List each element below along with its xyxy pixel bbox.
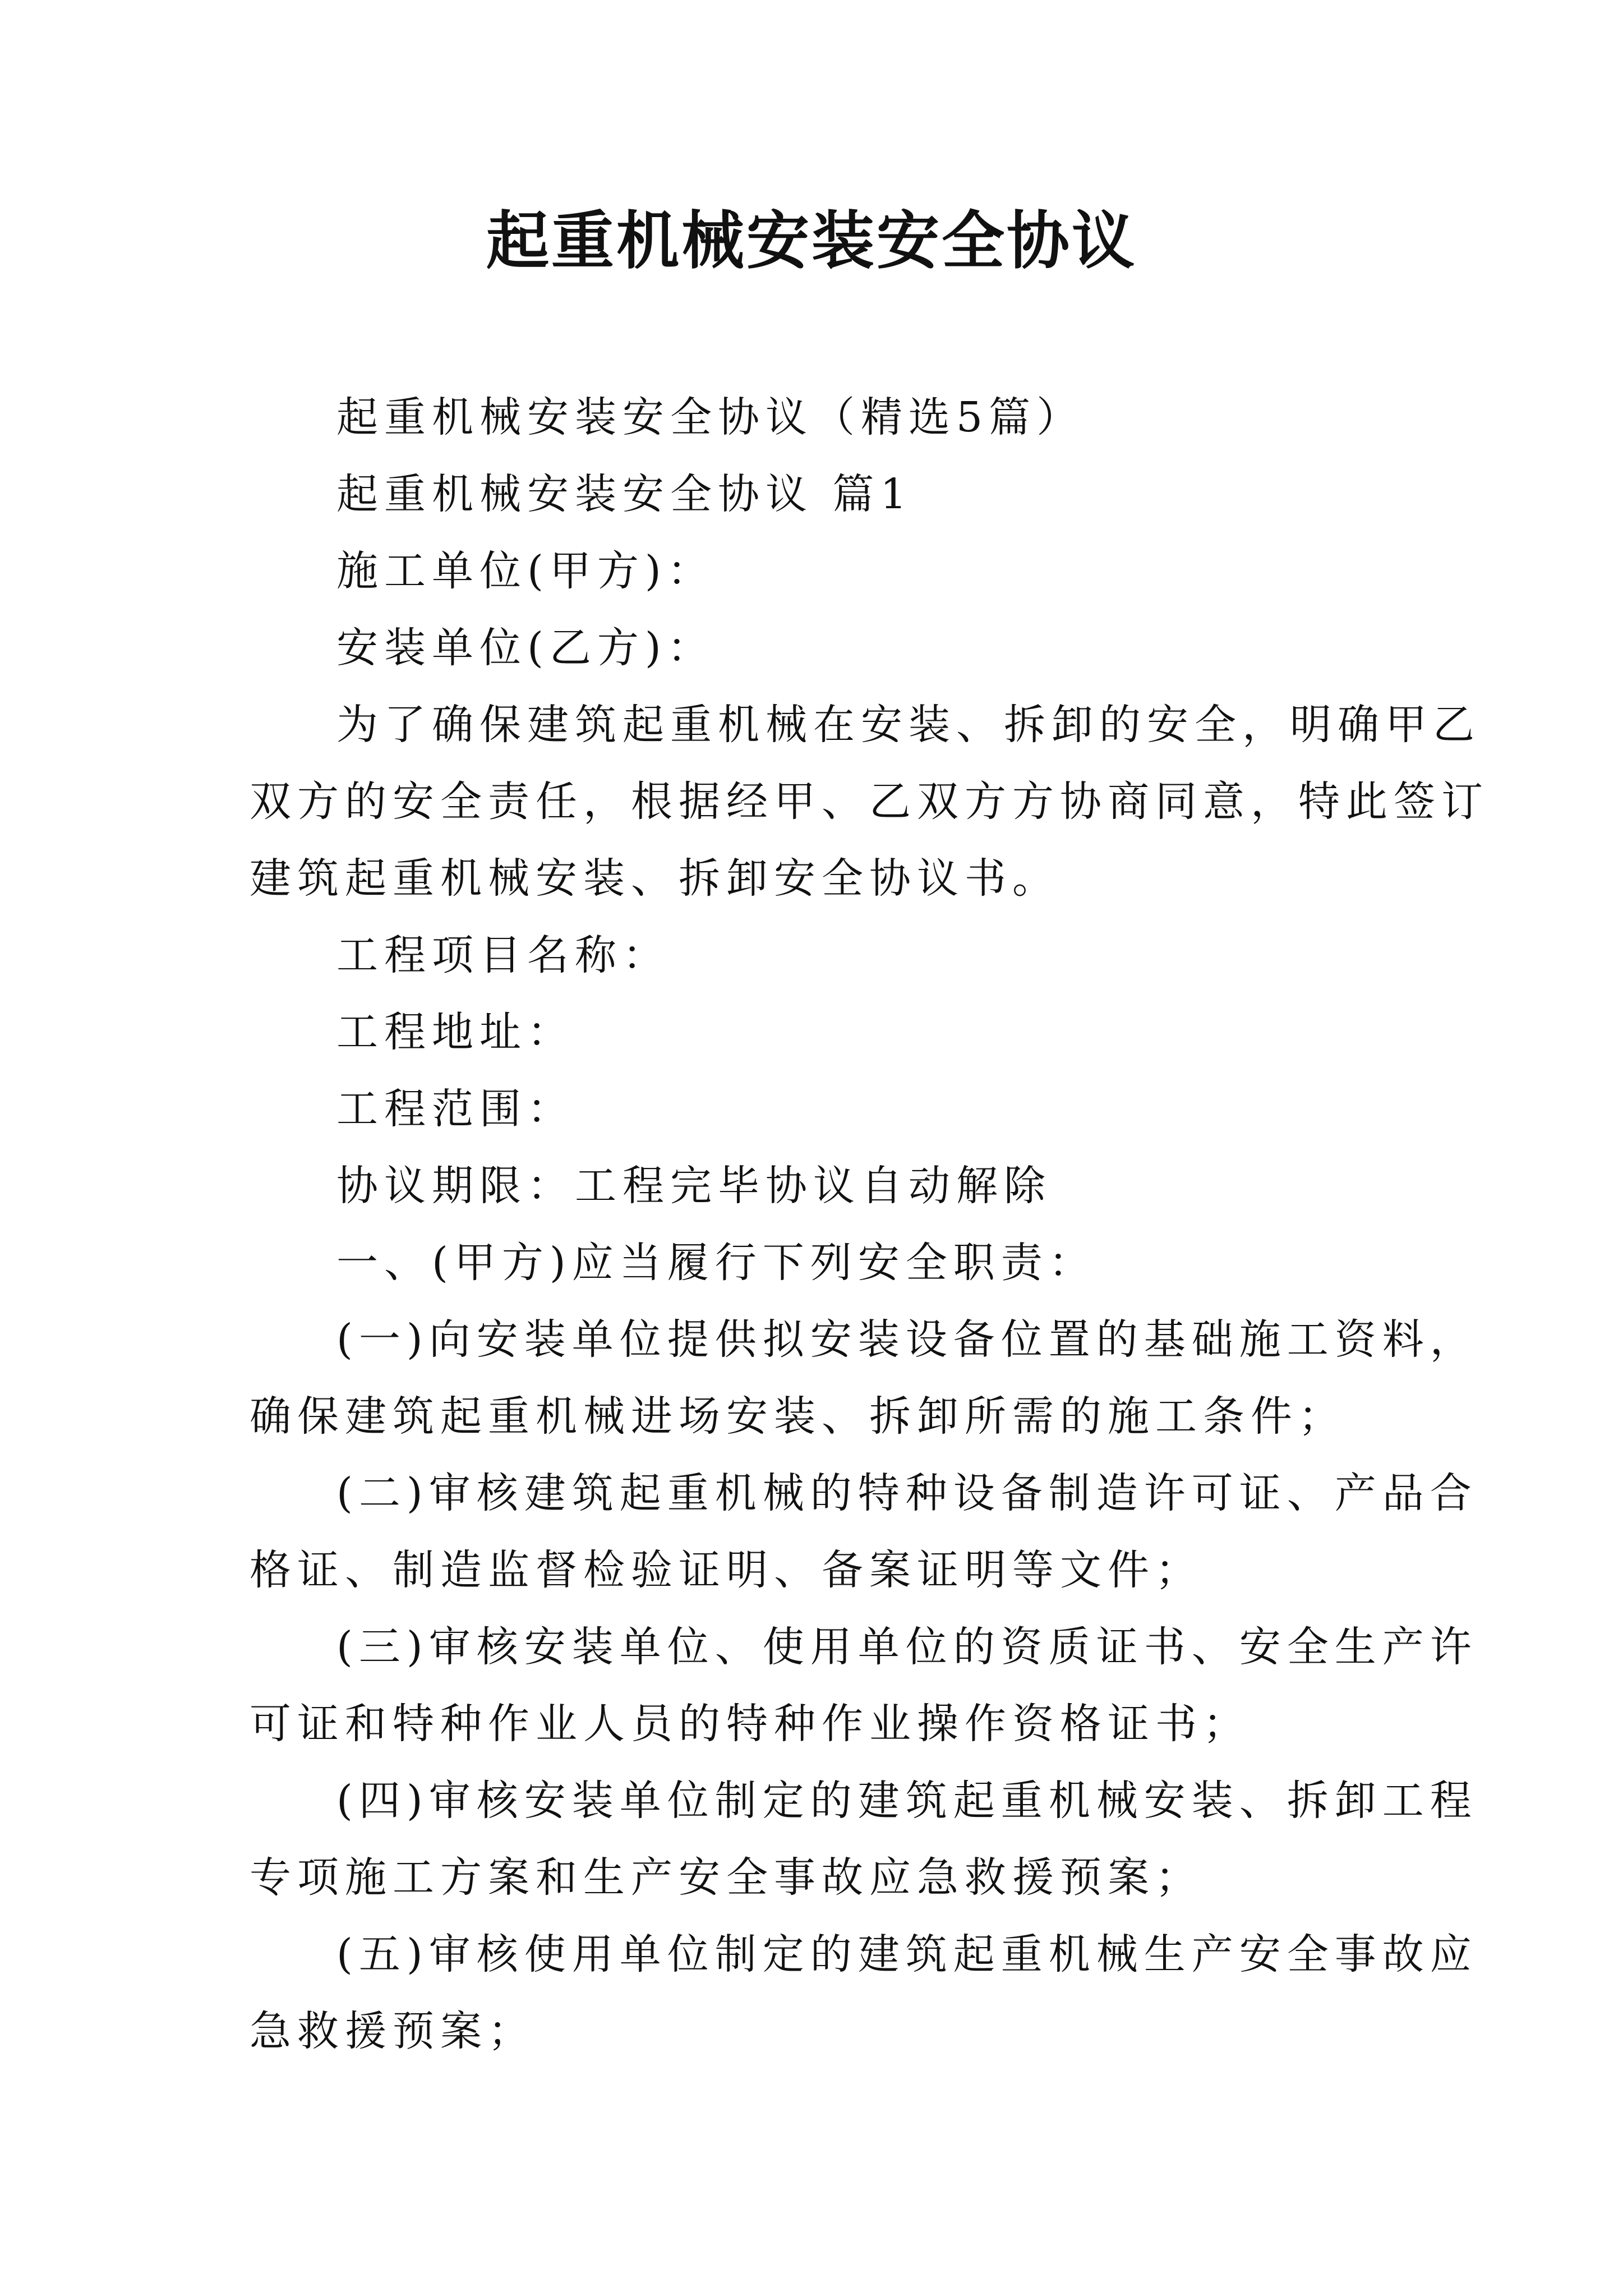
- agreement-term-field: 协议期限：工程完毕协议自动解除: [336, 1162, 1052, 1210]
- clause-item-line: 格证、制造监督检验证明、备案证明等文件；: [250, 1546, 1203, 1594]
- paragraph-line: 为了确保建筑起重机械在安装、拆卸的安全，明确甲乙: [336, 701, 1481, 749]
- project-address-field: 工程地址：: [336, 1008, 575, 1056]
- party-b-field: 安装单位(乙方)：: [336, 624, 715, 672]
- paragraph-line: 建筑起重机械安装、拆卸安全协议书。: [250, 854, 1060, 903]
- clause-item-line: (二)审核建筑起重机械的特种设备制造许可证、产品合: [336, 1469, 1478, 1517]
- paragraph-line: 双方的安全责任，根据经甲、乙双方方协商同意，特此签订: [250, 777, 1489, 826]
- project-scope-field: 工程范围：: [336, 1085, 575, 1133]
- document-title: 起重机械安装安全协议: [486, 204, 1137, 278]
- clause-item-line: 可证和特种作业人员的特种作业操作资格证书；: [250, 1700, 1251, 1748]
- clause-item-line: 专项施工方案和生产安全事故应急救援预案；: [250, 1853, 1203, 1902]
- clause-heading: 一、(甲方)应当履行下列安全职责：: [336, 1239, 1096, 1287]
- clause-item-line: (四)审核安装单位制定的建筑起重机械安装、拆卸工程: [336, 1777, 1478, 1825]
- clause-item-line: (三)审核安装单位、使用单位的资质证书、安全生产许: [336, 1623, 1478, 1671]
- clause-item-line: (五)审核使用单位制定的建筑起重机械生产安全事故应: [336, 1930, 1478, 1978]
- section-heading: 起重机械安装安全协议 篇1: [336, 470, 913, 518]
- party-a-field: 施工单位(甲方)：: [336, 547, 715, 595]
- project-name-field: 工程项目名称：: [336, 931, 670, 979]
- clause-item-line: (一)向安装单位提供拟安装设备位置的基础施工资料，: [336, 1315, 1478, 1364]
- clause-item-line: 确保建筑起重机械进场安装、拆卸所需的施工条件；: [250, 1392, 1346, 1441]
- clause-item-line: 急救援预案；: [250, 2007, 536, 2055]
- subtitle-selected: 起重机械安装安全协议（精选5篇）: [336, 393, 1085, 441]
